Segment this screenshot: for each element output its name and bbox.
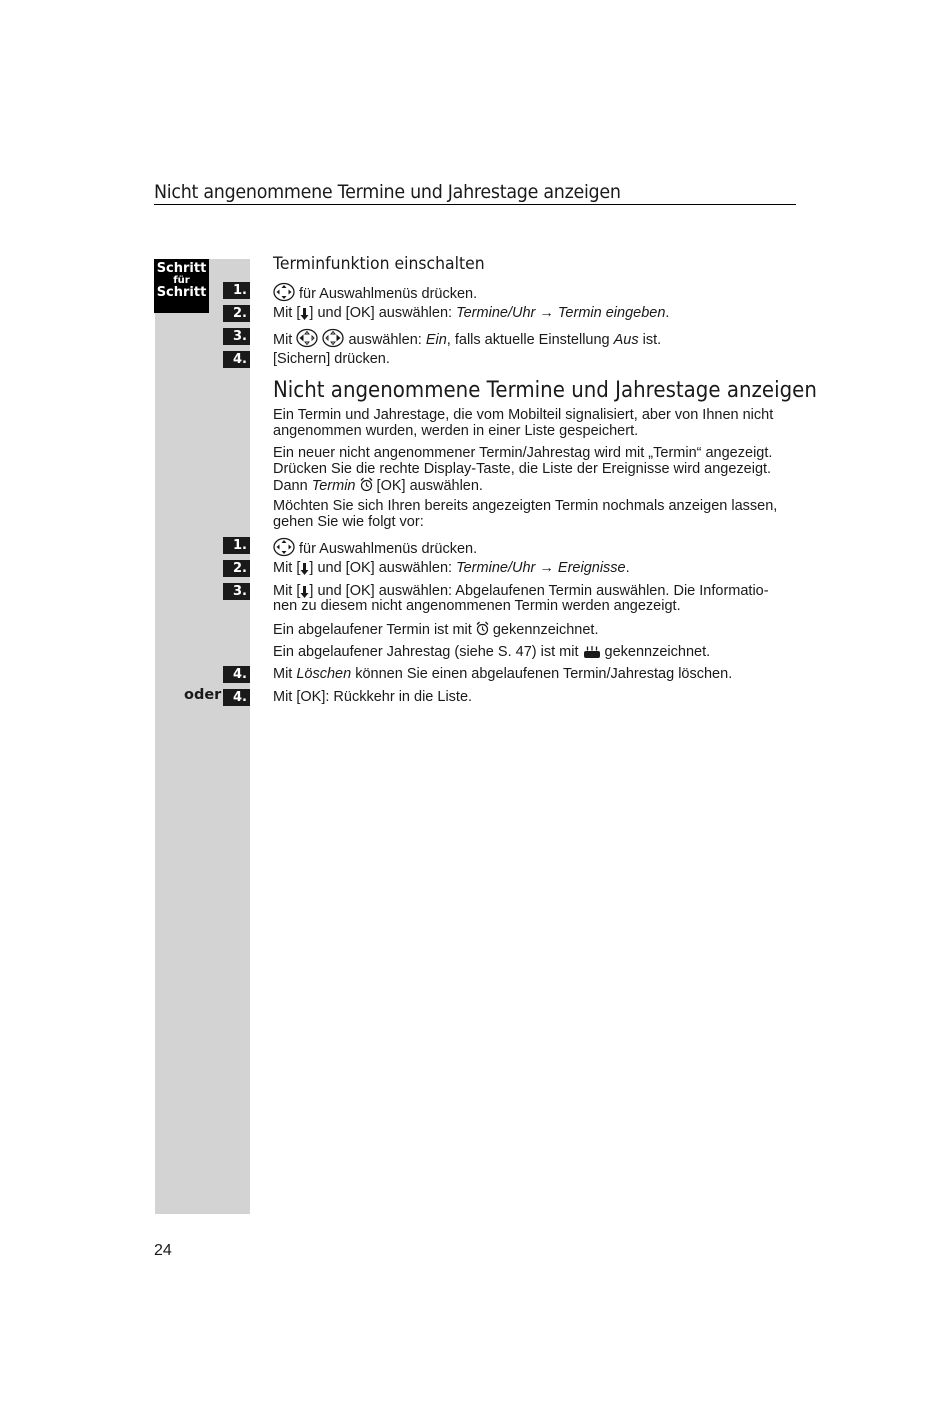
nav-key-right-icon <box>322 328 344 352</box>
instruction-text: Mit [ <box>273 583 301 599</box>
schritt-fuer-schritt-label <box>154 259 209 313</box>
paragraph-text: Ein neuer nicht angenommener Termin/Jahrestag wird mit „Termin“ angezeigt. Drücken Sie die rechte Display-Taste, die Liste der Ereignisse wird angezeigt. Dann <box>273 445 773 494</box>
menu-arrow: → <box>535 305 558 321</box>
sfs-line1: Schritt <box>156 261 207 276</box>
nav-key-icon <box>273 282 295 306</box>
step-sidebar <box>155 259 250 1214</box>
step-marker: 3. <box>223 583 250 600</box>
menu-path: Termine/Uhr <box>456 560 536 576</box>
header-rule <box>154 204 796 205</box>
instruction-line <box>273 305 669 325</box>
sfs-line2: für <box>173 274 190 286</box>
step-marker: 1. <box>223 537 250 554</box>
instruction-text: . <box>665 305 670 321</box>
display-term: Termin <box>311 478 356 494</box>
page-header-title: Nicht angenommene Termine und Jahrestage anzeigen <box>154 181 621 203</box>
menu-arrow: → <box>535 560 558 576</box>
menu-path: Termine/Uhr <box>456 305 536 321</box>
instruction-text: , falls aktuelle Einstellung <box>446 332 614 348</box>
instruction-line <box>273 560 630 580</box>
nav-key-left-icon <box>296 328 318 352</box>
instruction-text: . <box>625 560 630 576</box>
instruction-line: Mit [OK]: Rückkehr in die Liste. <box>273 689 473 705</box>
paragraph: Ein Termin und Jahrestage, die vom Mobilteil signalisiert, aber von Ihnen nicht angenommen wurden, werden in einer Liste gespeichert. <box>273 407 774 439</box>
instruction-text: Ein abgelaufener Jahrestag (siehe S. 47) ist mit <box>273 644 583 660</box>
setting-value: Aus <box>613 332 639 348</box>
birthday-cake-icon <box>583 644 601 663</box>
instruction-text: auswählen: <box>348 332 426 348</box>
instruction-text: ist. <box>638 332 662 348</box>
instruction-line <box>273 282 477 306</box>
page-number: 24 <box>154 1242 172 1259</box>
instruction-line-continued: nen zu diesem nicht angenommenen Termin werden angezeigt. <box>273 598 681 614</box>
step-marker: 2. <box>223 560 250 577</box>
instruction-text: Mit [ <box>273 305 301 321</box>
menu-item: Termin eingeben <box>557 305 666 321</box>
instruction-text: gekennzeichnet. <box>488 622 599 638</box>
instruction-line <box>273 666 732 682</box>
instruction-text: ] und [OK] auswählen: Abgelaufenen Termin auswählen. Die Informatio- <box>309 583 769 599</box>
sfs-line3: Schritt <box>156 285 207 301</box>
alarm-clock-icon <box>476 621 489 640</box>
step-marker: 1. <box>223 282 250 299</box>
instruction-text: ] und [OK] auswählen: <box>309 560 457 576</box>
instruction-text: ] und [OK] auswählen: <box>309 305 457 321</box>
setting-value: Ein <box>425 332 447 348</box>
step-marker: 2. <box>223 305 250 322</box>
instruction-text: können Sie einen abgelaufenen Termin/Jahrestag löschen. <box>351 666 733 682</box>
instruction-line <box>273 644 710 663</box>
instruction-line: [Sichern] drücken. <box>273 351 390 367</box>
instruction-text: gekennzeichnet. <box>600 644 711 660</box>
section-heading-nicht-angenommene: Nicht angenommene Termine und Jahrestage anzeigen <box>273 378 817 403</box>
step-marker: 4. <box>223 666 250 683</box>
instruction-line <box>273 537 477 561</box>
step-marker: 3. <box>223 328 250 345</box>
instruction-text: Mit <box>273 666 297 682</box>
menu-item: Löschen <box>296 666 352 682</box>
instruction-text: Mit [ <box>273 560 301 576</box>
instruction-text: Mit <box>273 332 293 348</box>
paragraph-text: [OK] auswählen. <box>372 478 483 494</box>
alarm-clock-icon <box>360 477 373 497</box>
paragraph <box>273 446 798 497</box>
instruction-line <box>273 328 661 352</box>
paragraph: Möchten Sie sich Ihren bereits angezeigten Termin nochmals anzeigen lassen, gehen Sie wie folgt vor: <box>273 498 778 530</box>
instruction-line <box>273 621 598 640</box>
section-heading-terminfunktion: Terminfunktion einschalten <box>273 254 485 274</box>
menu-item: Ereignisse <box>557 560 626 576</box>
step-marker: 4. <box>223 351 250 368</box>
oder-label: oder <box>184 687 222 703</box>
instruction-text: für Auswahlmenüs drücken. <box>299 286 478 302</box>
nav-key-icon <box>273 537 295 561</box>
instruction-text: Ein abgelaufener Termin ist mit <box>273 622 476 638</box>
step-marker: 4. <box>223 689 250 706</box>
instruction-text: für Auswahlmenüs drücken. <box>299 541 478 557</box>
